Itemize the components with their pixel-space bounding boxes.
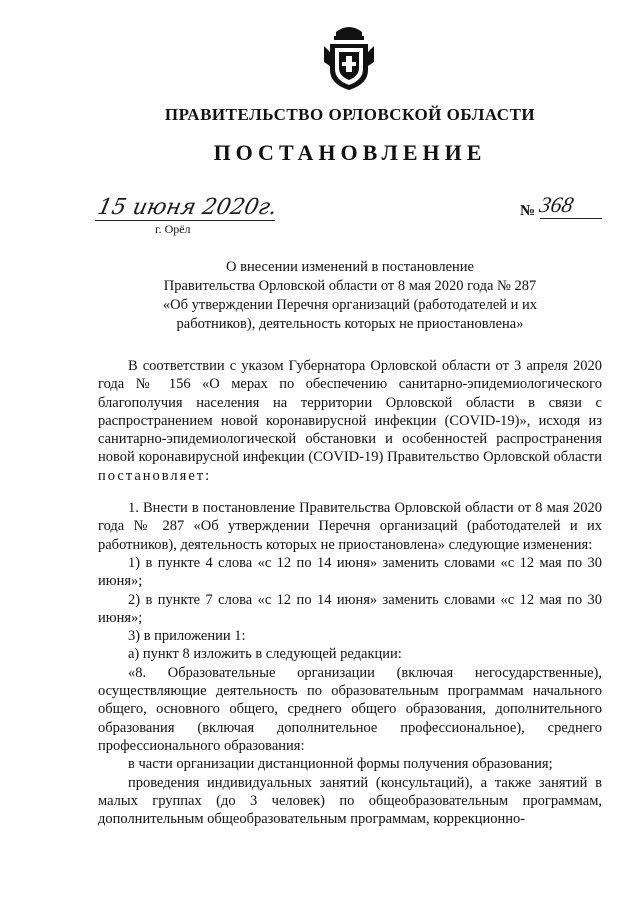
paragraph: 1) в пункте 4 слова «с 12 по 14 июня» заменить словами «с 12 мая по 30 июня»; (98, 554, 602, 590)
document-type: ПОСТАНОВЛЕНИЕ (213, 140, 487, 165)
preamble-text: В соответствии с указом Губернатора Орловской области от 3 апреля 2020 года № 156 «О мерах по обеспечению санитарно-эпидемиологического благополучия населения на территории Орловской области в связи с распространением новой коронавирусной инфекции (COVID-19)», исходя из санитарно-эпидемиологической обстановки и особенностей распространения новой коронавирусной инфекции (COVID-19) Правительство Орловской области (98, 358, 602, 466)
paragraph: 2) в пункте 7 слова «с 12 по 14 июня» заменить словами «с 12 мая по 30 июня»; (98, 591, 602, 626)
document-body (98, 357, 602, 828)
preamble-paragraph (98, 357, 602, 485)
title-line: Правительства Орловской области от 8 мая 2020 года № 287 (163, 278, 537, 294)
paragraph: в части организации дистанционной формы получения образования; (128, 756, 553, 773)
title-line: работников), деятельность которых не приостановлена» (176, 316, 524, 332)
number-underline (540, 218, 602, 219)
document-date: 15 июня 2020г. (95, 195, 280, 220)
date-underline (95, 220, 275, 221)
organization-name: ПРАВИТЕЛЬСТВО ОРЛОВСКОЙ ОБЛАСТИ (164, 105, 536, 124)
title-line: «Об утверждении Перечня организаций (работодателей и их (162, 297, 538, 313)
paragraph: а) пункт 8 изложить в следующей редакции: (128, 646, 402, 663)
document-number: 368 (537, 192, 576, 217)
document-city: г. Орёл (155, 222, 191, 236)
paragraph: проведения индивидуальных занятий (консультаций), а также занятий в малых группах (до 3 человек) по общеобразовательным программам, дополнительным общеобразовательным программам, коррекционно- (98, 774, 602, 828)
coat-of-arms-emblem (322, 22, 376, 92)
number-label: № (520, 203, 536, 219)
paragraph: 1. Внести в постановление Правительства Орловской области от 8 мая 2020 года № 287 «Об утверждении Перечня организаций (работодателей и их работников), деятельность которых не приостановлена» следующие изменения: (98, 500, 602, 553)
paragraph: 3) в приложении 1: (128, 628, 246, 645)
decree-word: постановляет: (98, 467, 212, 484)
paragraph: «8. Образовательные организации (включая негосударственные), осуществляющие деятельность по образовательным программам начального общего, основного общего, среднего общего образования, дополнительного образования (включая дополнительное профессиональное), среднего профессионального образования: (98, 664, 602, 754)
document-title (120, 258, 580, 334)
title-line: О внесении изменений в постановление (226, 259, 474, 275)
